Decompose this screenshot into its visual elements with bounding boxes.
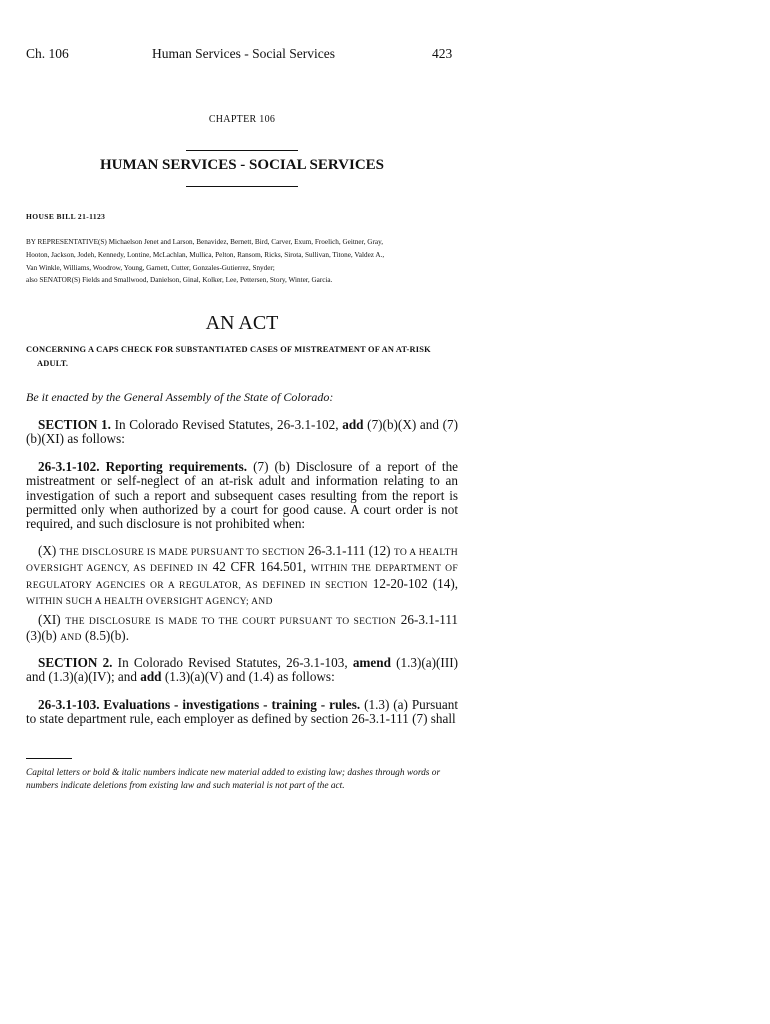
footnote-rule xyxy=(26,758,72,759)
item-x-text: THE DISCLOSURE IS MADE PURSUANT TO SECTION xyxy=(59,547,305,558)
statute-102-heading: 26-3.1-102. Reporting requirements. xyxy=(38,459,248,474)
item-x-citation: 42 CFR 164.501, xyxy=(212,559,307,575)
item-x-citation: 12-20-102 (14), xyxy=(372,575,459,591)
section-2 xyxy=(26,656,458,685)
section-1-text: In Colorado Revised Statutes, 26-3.1-102, xyxy=(114,417,339,432)
item-xi-number: (XI) xyxy=(38,612,61,627)
concerning-clause xyxy=(26,343,458,371)
title-rule-bottom xyxy=(186,186,298,187)
section-2-text: (1.3)(a)(V) and (1.4) as follows: xyxy=(164,669,335,685)
item-x xyxy=(26,544,458,609)
sponsors-line: Hooton, Jackson, Jodeh, Kennedy, Lontine, McLachlan, Mullica, Pelton, Ransom, Ricks, Sirota, Sullivan, Titone, Valdez A., xyxy=(26,251,385,259)
statute-103 xyxy=(26,698,458,727)
section-1-text: (7)(b)(X) and (7)(b)(XI) as follows: xyxy=(26,417,459,447)
document-title: HUMAN SERVICES - SOCIAL SERVICES xyxy=(99,157,384,173)
sponsors-line: BY REPRESENTATIVE(S) Michaelson Jenet and Larson, Benavidez, Bernett, Bird, Carver, Exum, Froelich, Geitner, Gray, xyxy=(26,238,384,246)
item-x-citation: 26-3.1-111 (12) xyxy=(308,543,391,558)
section-2-text: (1.3)(a)(III) and (1.3)(a)(IV); and xyxy=(26,655,459,685)
section-2-action: add xyxy=(140,669,162,685)
chapter-label: CHAPTER 106 xyxy=(208,114,276,125)
sponsors-line: also SENATOR(S) Fields and Smallwood, Danielson, Ginal, Kolker, Lee, Pettersen, Story, Winter, Garcia. xyxy=(26,276,333,284)
statute-102 xyxy=(26,460,458,531)
section-2-text: In Colorado Revised Statutes, 26-3.1-103, xyxy=(117,655,348,670)
item-xi-text: AND xyxy=(60,632,82,644)
chapter-reference: Ch. 106 xyxy=(26,46,69,61)
section-2-heading: SECTION 2. xyxy=(38,655,113,670)
running-title: Human Services - Social Services xyxy=(152,46,335,61)
enacting-clause: Be it enacted by the General Assembly of the State of Colorado: xyxy=(26,390,334,404)
page-number: 423 xyxy=(432,46,453,61)
item-x-text: WITHIN SUCH A HEALTH OVERSIGHT AGENCY; AND xyxy=(26,595,273,607)
title-rule-top xyxy=(186,150,298,151)
section-2-action: amend xyxy=(352,655,391,670)
concerning-line: CONCERNING A CAPS CHECK FOR SUBSTANTIATED CASES OF MISTREATMENT OF AN AT-RISK xyxy=(26,345,431,354)
concerning-line: ADULT. xyxy=(37,359,69,368)
item-xi-citation: (8.5)(b). xyxy=(85,628,129,644)
sponsors-line: Van Winkle, Williams, Woodrow, Young, Garnett, Cutter, Gonzales-Gutierrez, Snyder; xyxy=(26,264,275,272)
footnote: Capital letters or bold & italic numbers indicate new material added to existing law; dashes through words or numbers indicate deletions from existing law and such material is not part of the act. xyxy=(26,768,441,791)
item-xi xyxy=(26,613,458,646)
bill-number: HOUSE BILL 21-1123 xyxy=(26,212,106,221)
item-xi-text: THE DISCLOSURE IS MADE TO THE COURT PURSUANT TO SECTION xyxy=(65,616,397,627)
statute-103-text: (1.3) (a) Pursuant to state department rule, each employer as defined by section 26-3.1-111 (7) shall xyxy=(26,697,458,727)
an-act-heading: AN ACT xyxy=(205,312,279,334)
section-1 xyxy=(26,418,458,447)
item-x-text: WITHIN THE DEPARTMENT OF REGULATORY AGENCIES OR A REGULATOR, AS DEFINED IN SECTION xyxy=(26,563,458,591)
item-x-number: (X) xyxy=(38,543,57,558)
item-xi-citation: 26-3.1-111 (3)(b) xyxy=(26,612,459,644)
statute-103-heading: 26-3.1-103. Evaluations - investigations - training - rules. xyxy=(38,697,361,712)
section-1-heading: SECTION 1. xyxy=(38,417,111,432)
statute-102-text: (7) (b) Disclosure of a report of the mistreatment or self-neglect of an at-risk adult and information relating to an investigation of such a report and subsequent cases resulting from the report is permitted only when authorized by a court for good cause. A court order is not required, and such disclosure is not prohibited when: xyxy=(26,459,459,532)
item-x-text: TO A HEALTH OVERSIGHT AGENCY, AS DEFINED IN xyxy=(26,547,458,575)
section-1-action: add xyxy=(342,417,364,432)
